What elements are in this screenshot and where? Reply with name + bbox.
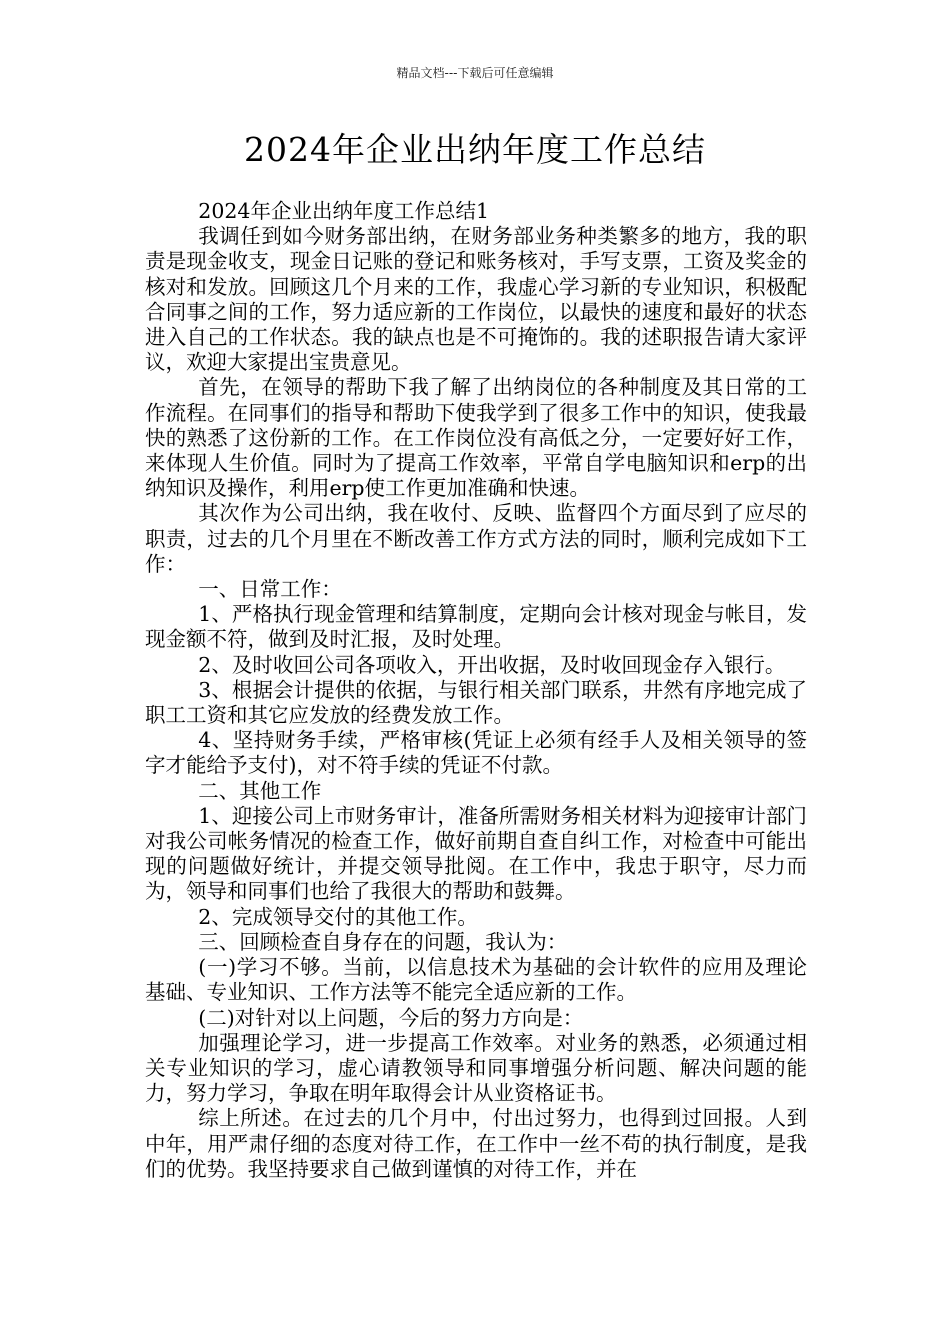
body-paragraph: 3、根据会计提供的依据，与银行相关部门联系，井然有序地完成了职工工资和其它应发放的经费发放工作。 — [145, 677, 807, 728]
body-paragraph: (一)学习不够。当前，以信息技术为基础的会计软件的应用及理论基础、专业知识、工作方法等不能完全适应新的工作。 — [145, 955, 807, 1005]
section-heading: 一、日常工作： — [198, 577, 342, 602]
body-paragraph: (二)对针对以上问题，今后的努力方向是： — [198, 1005, 584, 1030]
body-paragraph: 2、完成领导交付的其他工作。 — [198, 904, 478, 929]
body-paragraph: 综上所述。在过去的几个月中，付出过努力，也得到过回报。人到中年，用严肃仔细的态度对待工作，在工作中一丝不苟的执行制度，是我们的优势。我坚持要求自己做到谨慎的对待工作，并在 — [145, 1106, 807, 1181]
document-body — [145, 199, 807, 1182]
body-paragraph: 首先，在领导的帮助下我了解了出纳岗位的各种制度及其日常的工作流程。在同事们的指导和帮助下使我学到了很多工作中的知识，使我最快的熟悉了这份新的工作。在工作岗位没有高低之分，一定要好好工作，来体现人生价值。同时为了提高工作效率，平常自学电脑知识和erp的出纳知识及操作，利用erp使工作更加准确和快速。 — [145, 375, 807, 501]
body-paragraph: 1、严格执行现金管理和结算制度，定期向会计核对现金与帐目，发现金额不符，做到及时汇报，及时处理。 — [145, 602, 807, 652]
body-paragraph: 我调任到如今财务部出纳，在财务部业务种类繁多的地方，我的职责是现金收支，现金日记账的登记和账务核对，手写支票，工资及奖金的核对和发放。回顾这几个月来的工作，我虚心学习新的专业知识，积极配合同事之间的工作，努力适应新的工作岗位，以最快的速度和最好的状态进入自己的工作状态。我的缺点也是不可掩饰的。我的述职报告请大家评议，欢迎大家提出宝贵意见。 — [145, 224, 807, 375]
body-paragraph: 加强理论学习，进一步提高工作效率。对业务的熟悉，必须通过相关专业知识的学习，虚心请教领导和同事增强分析问题、解决问题的能力，努力学习，争取在明年取得会计从业资格证书。 — [145, 1030, 807, 1106]
body-paragraph: 2、及时收回公司各项收入，开出收据，及时收回现金存入银行。 — [198, 652, 786, 677]
section-heading: 二、其他工作 — [198, 778, 322, 803]
subtitle-paragraph: 2024年企业出纳年度工作总结1 — [198, 199, 490, 223]
document-title: 2024年企业出纳年度工作总结 — [244, 130, 706, 169]
body-paragraph: 4、坚持财务手续，严格审核(凭证上必须有经手人及相关领导的签字才能给予支付)，对不符手续的凭证不付款。 — [145, 728, 807, 778]
body-paragraph: 其次作为公司出纳，我在收付、反映、监督四个方面尽到了应尽的职责，过去的几个月里在不断改善工作方式方法的同时，顺利完成如下工作： — [145, 501, 807, 576]
header-note: 精品文档---下载后可任意编辑 — [396, 66, 554, 80]
section-heading: 三、回顾检查自身存在的问题，我认为： — [198, 929, 568, 954]
body-paragraph: 1、迎接公司上市财务审计，准备所需财务相关材料为迎接审计部门对我公司帐务情况的检查工作，做好前期自查自纠工作，对检查中可能出现的问题做好统计，并提交领导批阅。在工作中，我忠于职守，尽力而为，领导和同事们也给了我很大的帮助和鼓舞。 — [145, 803, 807, 904]
